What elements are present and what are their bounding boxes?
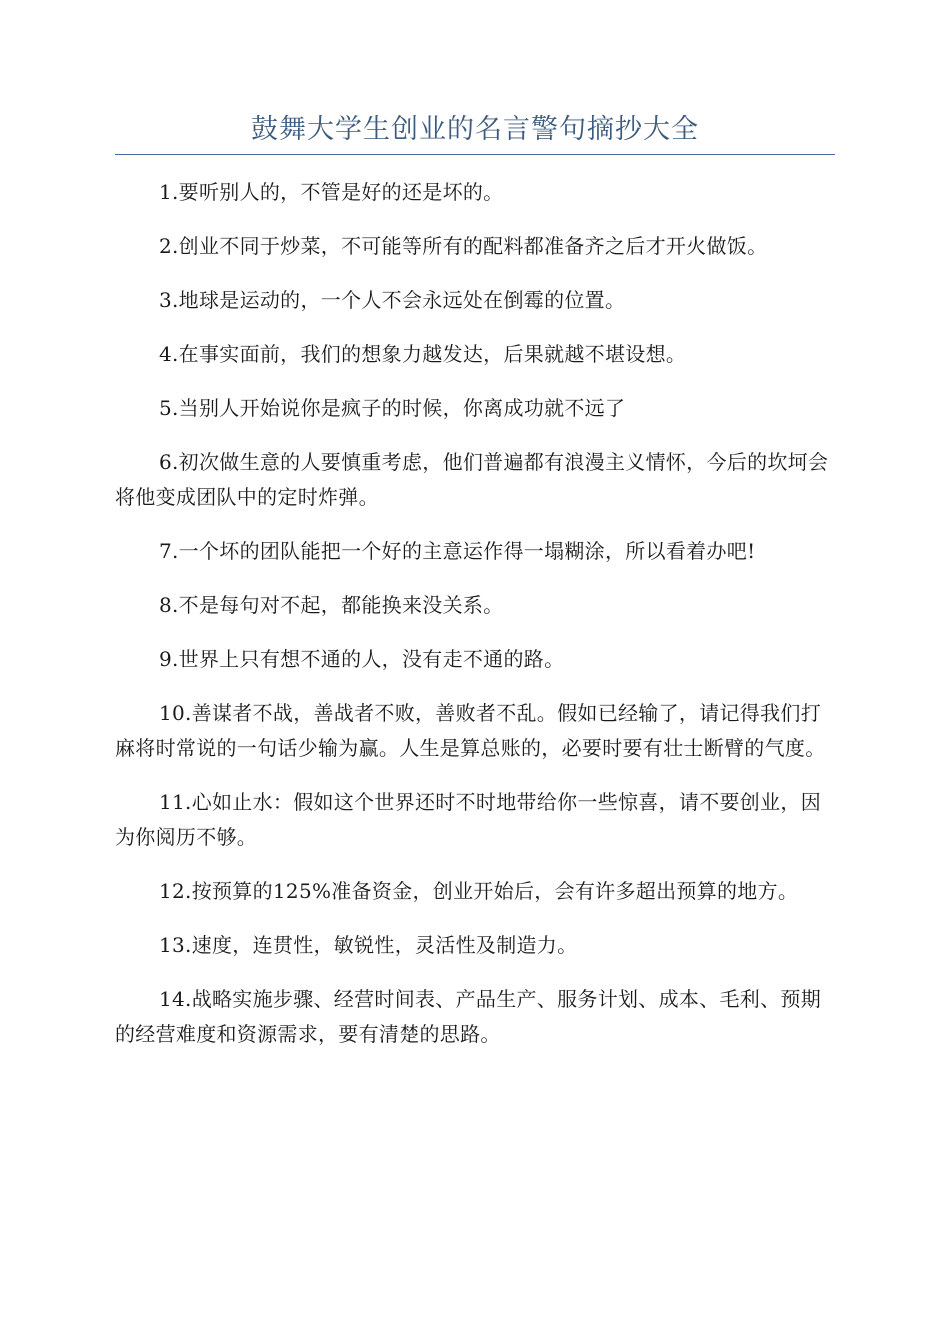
- quote-item-1: 1.要听别人的，不管是好的还是坏的。: [159, 180, 504, 204]
- quote-item-14: 14.战略实施步骤、经营时间表、产品生产、服务计划、成本、毛利、预期的经营难度和资源需求，要有清楚的思路。: [115, 987, 822, 1046]
- quote-item-4: 4.在事实面前，我们的想象力越发达，后果就越不堪设想。: [159, 342, 687, 366]
- quote-item-13: 13.速度，连贯性，敏锐性，灵活性及制造力。: [159, 933, 578, 957]
- quote-item-10: 10.善谋者不战，善战者不败，善败者不乱。假如已经输了，请记得我们打麻将时常说的一句话少输为赢。人生是算总账的，必要时要有壮士断臂的气度。: [115, 701, 826, 760]
- document-page: [115, 110, 835, 1071]
- quote-item-11: 11.心如止水：假如这个世界还时不时地带给你一些惊喜，请不要创业，因为你阅历不够。: [115, 790, 822, 849]
- title-underline: [115, 154, 835, 155]
- quote-item-3: 3.地球是运动的，一个人不会永远处在倒霉的位置。: [159, 288, 626, 312]
- quote-item-2: 2.创业不同于炒菜，不可能等所有的配料都准备齐之后才开火做饭。: [159, 234, 768, 258]
- quote-item-8: 8.不是每句对不起，都能换来没关系。: [159, 593, 504, 617]
- quote-item-9: 9.世界上只有想不通的人，没有走不通的路。: [159, 647, 565, 671]
- document-title: 鼓舞大学生创业的名言警句摘抄大全: [251, 114, 699, 145]
- quote-item-12: 12.按预算的125%准备资金，创业开始后，会有许多超出预算的地方。: [159, 879, 799, 903]
- quote-item-5: 5.当别人开始说你是疯子的时候，你离成功就不远了: [159, 396, 626, 420]
- quote-item-6: 6.初次做生意的人要慎重考虑，他们普遍都有浪漫主义情怀，今后的坎坷会将他变成团队中的定时炸弹。: [115, 450, 829, 509]
- quote-list: [115, 175, 835, 1052]
- quote-item-7: 7.一个坏的团队能把一个好的主意运作得一塌糊涂，所以看着办吧!: [159, 539, 756, 563]
